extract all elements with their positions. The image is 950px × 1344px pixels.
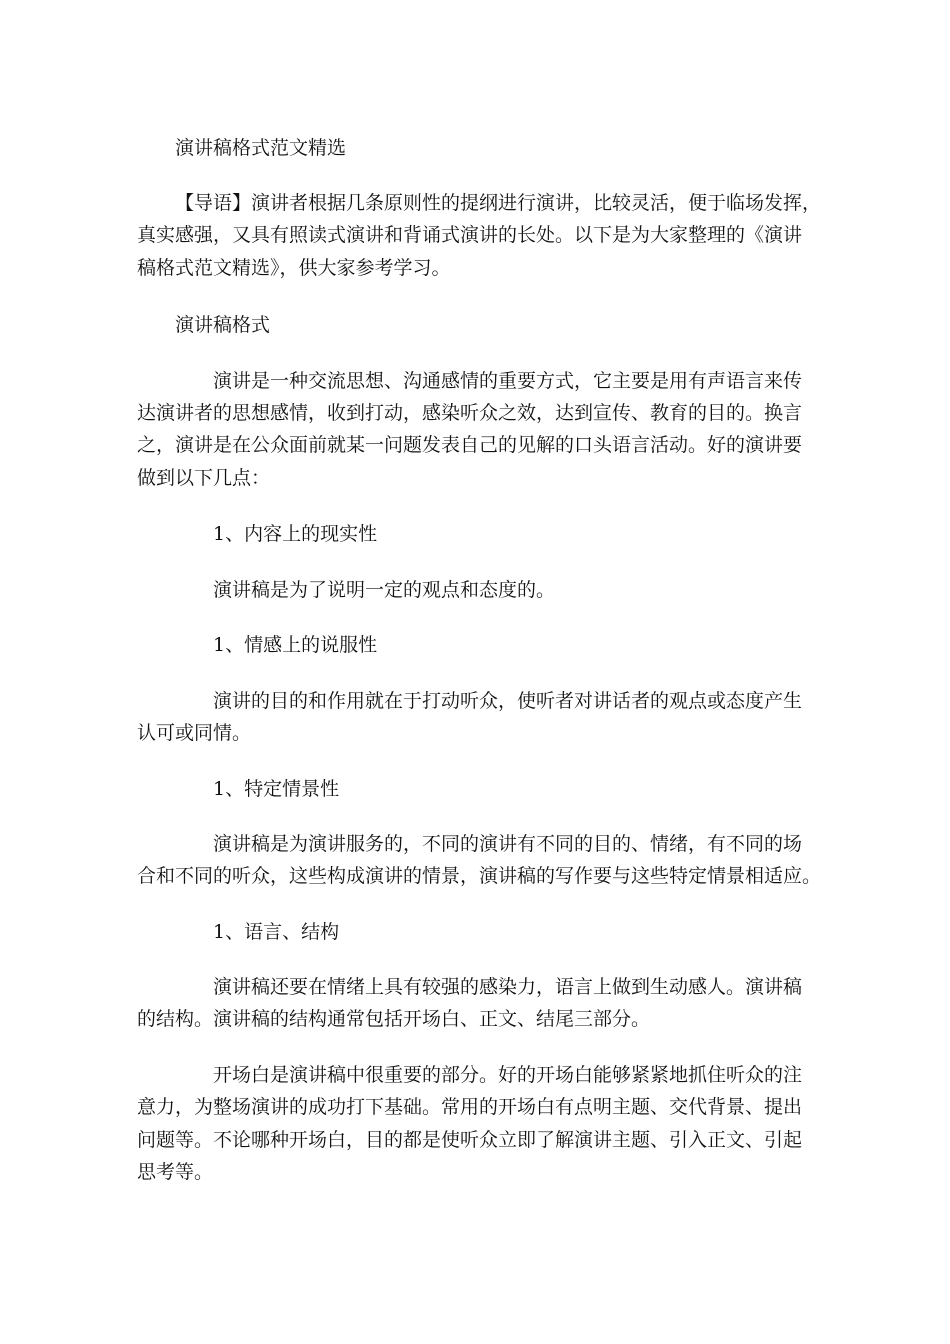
paragraph-line: 演讲是一种交流思想、沟通感情的重要方式，它主要是用有声语言来传 <box>213 370 803 392</box>
intro-line: 【导语】演讲者根据几条原则性的提纲进行演讲，比较灵活，便于临场发挥， <box>175 192 822 214</box>
paragraph-line: 的结构。演讲稿的结构通常包括开场白、正文、结尾三部分。 <box>137 1008 651 1030</box>
point-heading: 1、语言、结构 <box>213 921 340 943</box>
paragraph-line: 问题等。不论哪种开场白，目的都是使听众立即了解演讲主题、引入正文、引起 <box>137 1129 803 1151</box>
paragraph-line: 之，演讲是在公众面前就某一问题发表自己的见解的口头语言活动。好的演讲要 <box>137 434 803 456</box>
paragraph-line: 演讲稿还要在情绪上具有较强的感染力，语言上做到生动感人。演讲稿 <box>213 976 803 998</box>
paragraph-line: 演讲的目的和作用就在于打动听众，使听者对讲话者的观点或态度产生 <box>213 690 803 712</box>
intro-line: 真实感强，又具有照读式演讲和背诵式演讲的长处。以下是为大家整理的《演讲 <box>137 224 803 246</box>
document-title: 演讲稿格式范文精选 <box>175 137 347 159</box>
paragraph-line: 意力，为整场演讲的成功打下基础。常用的开场白有点明主题、交代背景、提出 <box>137 1096 803 1118</box>
paragraph-line: 演讲稿是为了说明一定的观点和态度的。 <box>213 579 556 601</box>
paragraph-line: 合和不同的听众，这些构成演讲的情景，演讲稿的写作要与这些特定情景相适应。 <box>137 865 822 887</box>
section-heading: 演讲稿格式 <box>175 314 271 336</box>
paragraph-line: 思考等。 <box>137 1161 214 1183</box>
point-heading: 1、内容上的现实性 <box>213 523 378 545</box>
point-heading: 1、特定情景性 <box>213 778 340 800</box>
paragraph-line: 开场白是演讲稿中很重要的部分。好的开场白能够紧紧地抓住听众的注 <box>213 1064 803 1086</box>
point-heading: 1、情感上的说服性 <box>213 634 378 656</box>
paragraph-line: 演讲稿是为演讲服务的，不同的演讲有不同的目的、情绪，有不同的场 <box>213 833 803 855</box>
paragraph-line: 达演讲者的思想感情，收到打动，感染听众之效，达到宣传、教育的目的。换言 <box>137 402 803 424</box>
paragraph-line: 做到以下几点： <box>137 467 271 489</box>
paragraph-line: 认可或同情。 <box>137 722 252 744</box>
intro-line: 稿格式范文精选》，供大家参考学习。 <box>137 257 451 279</box>
